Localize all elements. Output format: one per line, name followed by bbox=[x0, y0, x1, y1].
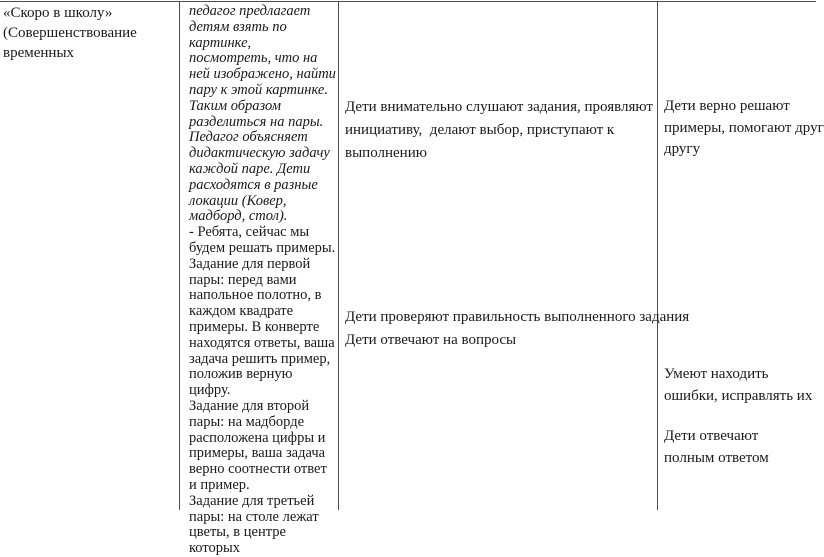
lesson-plan-table bbox=[0, 1, 824, 557]
text-line: Дети верно решают bbox=[664, 98, 790, 114]
teacher-paragraph: - Ребята, сейчас мы будем решать примеры. Задание для первой пары: перед вами напольное полотно, в каждом квадрате примеры. В конверте находятся ответы, ваша задача решить пример, положив верную цифру. bbox=[189, 224, 336, 399]
text-line: Дети отвечают на вопросы bbox=[345, 332, 517, 348]
text-line: полным ответом bbox=[664, 449, 769, 466]
cell-teacher-actions bbox=[180, 2, 339, 557]
text-line: примеры, помогают друг bbox=[664, 119, 824, 136]
text-line: инициативу, делают выбор, приступают к bbox=[345, 122, 615, 138]
children-actions-block-2 bbox=[345, 306, 690, 352]
text-line: другу bbox=[664, 141, 701, 157]
teacher-paragraph: Задание для второй пары: на мадборде расположена цифры и примеры, ваша задача верно соотнести ответ и пример. bbox=[189, 397, 327, 493]
cell-expected-results bbox=[658, 2, 824, 510]
text-line: выполнению bbox=[345, 145, 427, 161]
activity-title-text: «Скоро в школу» (Совершенствование временных bbox=[3, 5, 137, 61]
expected-results-block-3 bbox=[664, 426, 814, 469]
text-line: Дети проверяют правильность выполненного задания bbox=[345, 309, 690, 325]
expected-results-block-1 bbox=[664, 96, 824, 161]
cell-activity-title bbox=[0, 2, 180, 510]
teacher-paragraph: педагог предлагает детям взять по картинке, посмотреть, что на ней изображено, найти пару к этой картинке. bbox=[189, 3, 336, 98]
children-actions-block-1 bbox=[345, 96, 655, 165]
expected-results-block-2 bbox=[664, 364, 814, 407]
text-line: Умеют находить bbox=[664, 366, 769, 382]
teacher-paragraph: Задание для третьей пары: на столе лежат цветы, в центре которых bbox=[189, 492, 319, 557]
text-line: ошибки, исправлять их bbox=[664, 387, 813, 404]
text-line: Дети отвечают bbox=[664, 428, 759, 444]
teacher-paragraph: Таким образом разделиться на пары. Педагог объясняет дидактическую задачу каждой паре. Дети расходятся в разные локации (Ковер, мадборд, стол). bbox=[189, 97, 330, 225]
text-line: Дети внимательно слушают задания, проявляют bbox=[345, 99, 653, 115]
